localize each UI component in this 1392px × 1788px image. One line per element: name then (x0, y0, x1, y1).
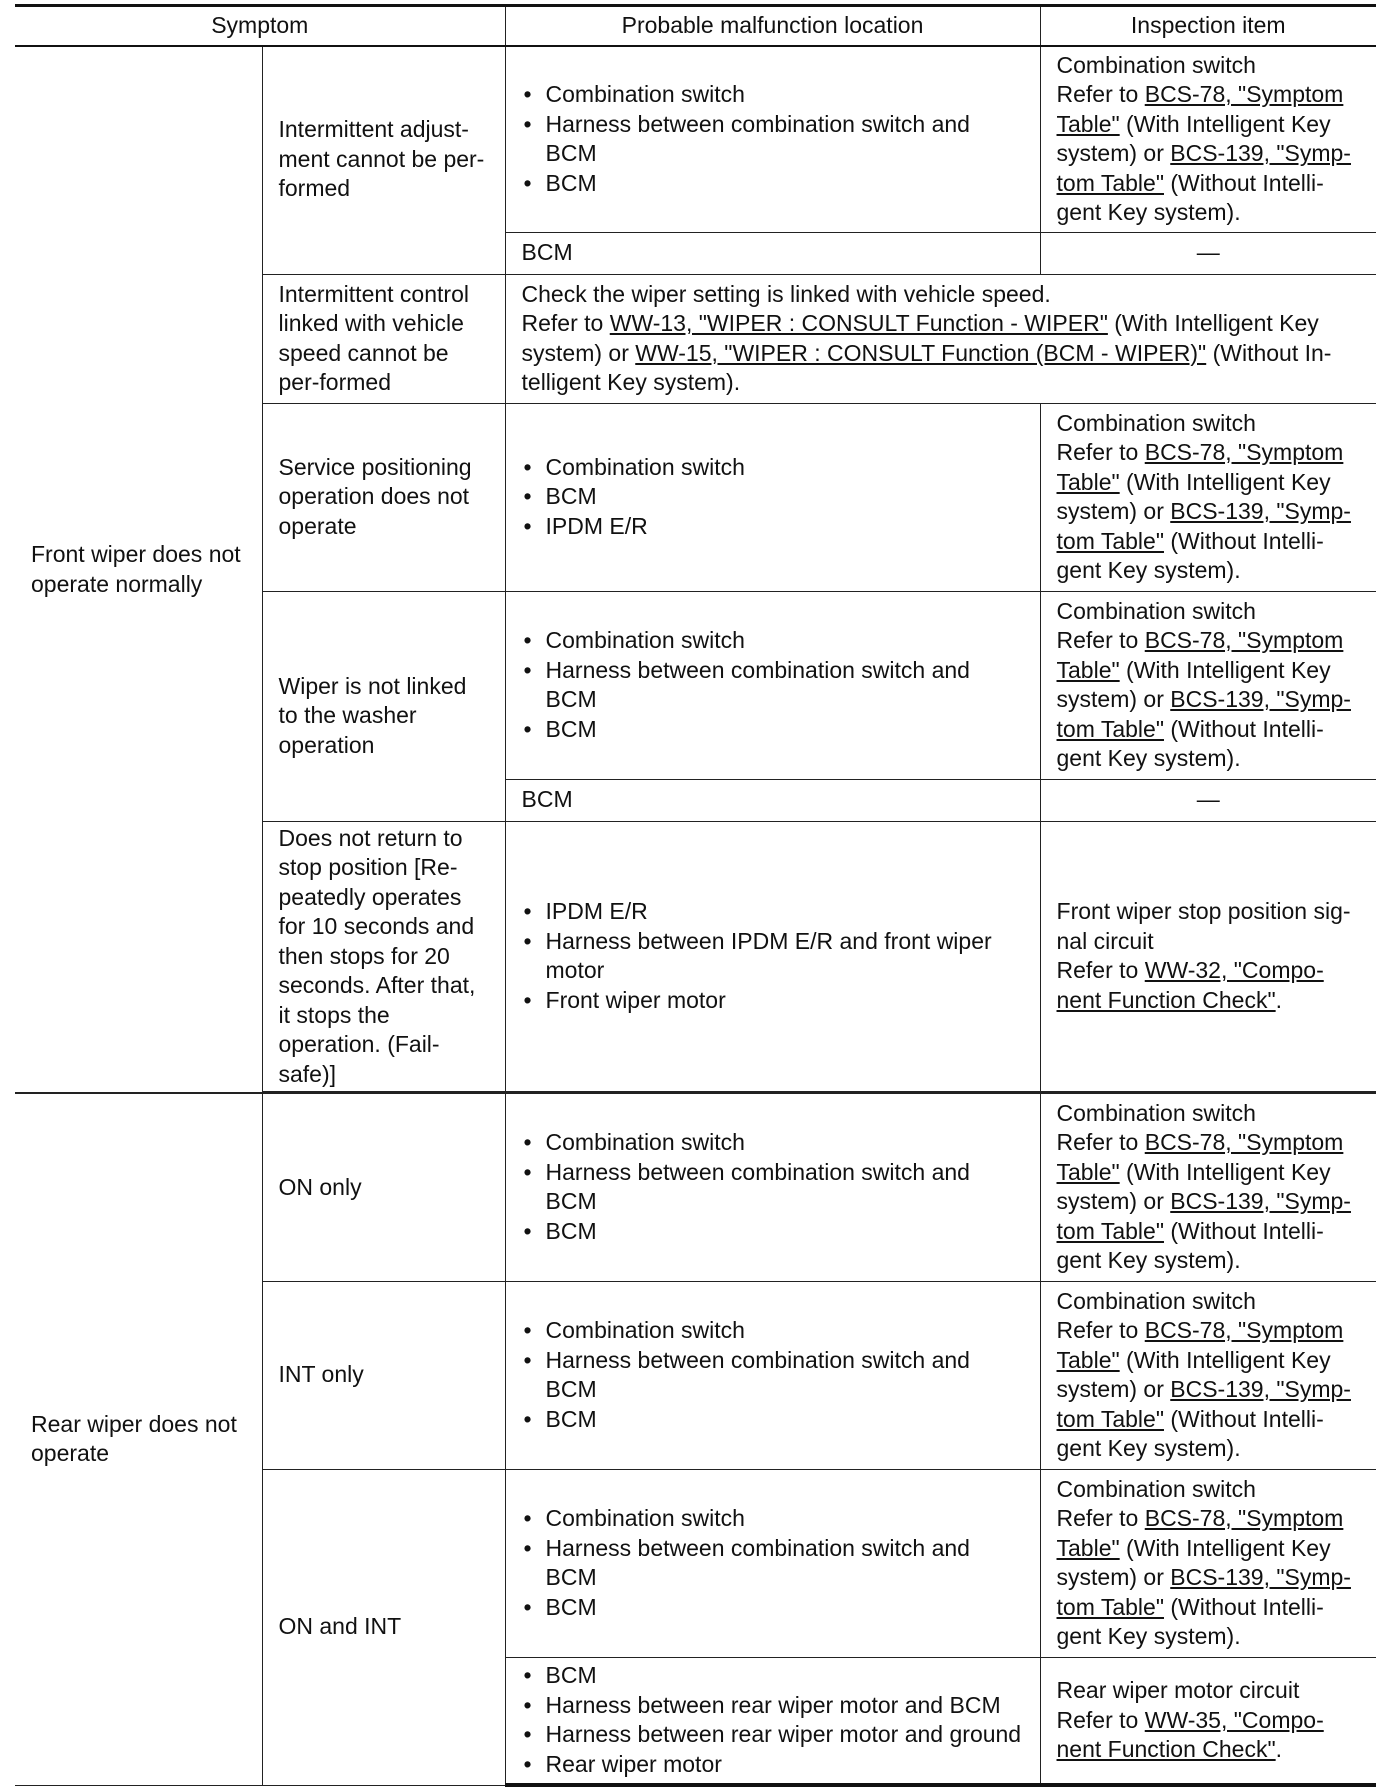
inspection-text: (With Intelligent Key system) or (1056, 1346, 1331, 1402)
inspection-cell (1040, 1657, 1376, 1785)
rear-sub-1: ON only (262, 1093, 505, 1281)
inspection-text: (Without Intelli-gent Key system). (1056, 169, 1324, 226)
header-inspection: Inspection item (1040, 6, 1376, 47)
location-list (522, 1504, 1024, 1622)
front-sub-4: Wiper is not linked to the washer operation (262, 591, 505, 821)
reference-link[interactable]: BCS-139, "Symp-tom Table" (1056, 1564, 1351, 1620)
inspection-text: . (1275, 986, 1283, 1013)
inspection-text: Refer to (521, 310, 610, 336)
inspection-title: Combination switch (1056, 1475, 1256, 1502)
location-list (522, 1661, 1024, 1779)
list-item: • IPDM E/R (522, 512, 1024, 542)
front-sub-3: Service positioning operation does not operate (262, 403, 505, 591)
inspection-text: (Without Intelli-gent Key system). (1056, 1217, 1324, 1274)
reference-link[interactable]: BCS-78, "Symptom Table" (1056, 439, 1344, 495)
inspection-text: Refer to (1056, 1317, 1145, 1343)
inspection-title: Combination switch (1056, 409, 1256, 436)
location-list (522, 897, 1024, 1015)
inspection-title: Combination switch (1056, 51, 1256, 78)
inspection-title: Combination switch (1056, 1287, 1256, 1314)
symptom-table-container (15, 4, 1376, 1787)
rear-sub-3: ON and INT (262, 1469, 505, 1785)
inspection-text: (Without In-telligent Key system). (521, 339, 1332, 395)
inspection-cell (1040, 1469, 1376, 1657)
inspection-text: (Without Intelli-gent Key system). (1056, 715, 1324, 771)
list-item: • Harness between rear wiper motor and ground (522, 1720, 1024, 1750)
list-item: • Combination switch (522, 453, 1024, 483)
inspection-cell: — (1040, 779, 1376, 821)
inspection-cell (1040, 821, 1376, 1092)
front-sub-5: Does not return to stop position [Re-peatedly operates for 10 seconds and then stops for 20 seconds. After that, it stops the operation. (Fail-safe)] (262, 821, 505, 1092)
inspection-cell (1040, 46, 1376, 232)
rear-symptom: Rear wiper does not operate (31, 1410, 237, 1467)
location-list (522, 453, 1024, 542)
reference-link[interactable]: BCS-139, "Symp-tom Table" (1056, 1376, 1351, 1432)
location-cell (505, 591, 1040, 779)
inspection-text: Refer to (1056, 627, 1145, 653)
inspection-cell (1040, 591, 1376, 779)
reference-link[interactable]: BCS-139, "Symp-tom Table" (1056, 686, 1351, 742)
inspection-cell (1040, 1281, 1376, 1469)
front-sub-2: Intermittent control linked with vehicle speed cannot be per-formed (262, 274, 505, 403)
inspection-text: Refer to (1056, 1706, 1145, 1733)
inspection-text: Refer to (1056, 1505, 1145, 1531)
location-cell: BCM (505, 232, 1040, 274)
list-item: • BCM (522, 1661, 1024, 1691)
location-cell (505, 1281, 1040, 1469)
header-symptom: Symptom (15, 6, 505, 47)
list-item: • Combination switch (522, 1128, 1024, 1158)
reference-link[interactable]: WW-35, "Compo-nent Function Check" (1056, 1706, 1324, 1762)
list-item: • Harness between IPDM E/R and front wiper motor (522, 927, 1024, 986)
reference-link[interactable]: WW-32, "Compo-nent Function Check" (1056, 957, 1324, 1013)
inspection-title: Combination switch (1056, 1099, 1256, 1126)
reference-link[interactable]: BCS-139, "Symp-tom Table" (1056, 140, 1351, 196)
inspection-title: Check the wiper setting is linked with vehicle speed. (521, 280, 1051, 307)
list-item: • BCM (522, 482, 1024, 512)
list-item: • Combination switch (522, 626, 1024, 656)
location-cell: BCM (505, 779, 1040, 821)
table-row (15, 1093, 1376, 1281)
inspection-cell (1040, 1093, 1376, 1281)
list-item: • Harness between combination switch and BCM (522, 1158, 1024, 1217)
inspection-text: (With Intelligent Key system) or (1056, 1158, 1331, 1215)
list-item: • Combination switch (522, 1504, 1024, 1534)
list-item: • Harness between combination switch and BCM (522, 1534, 1024, 1593)
symptom-table (15, 4, 1376, 1787)
location-cell (505, 821, 1040, 1092)
header-location: Probable malfunction location (505, 6, 1040, 47)
list-item: • Harness between rear wiper motor and BCM (522, 1691, 1024, 1721)
location-list (522, 1128, 1024, 1246)
front-symptom: Front wiper does not operate normally (31, 541, 241, 597)
inspection-title: Combination switch (1056, 597, 1256, 624)
location-cell (505, 1657, 1040, 1785)
inspection-text: Refer to (1056, 1129, 1145, 1156)
location-list (522, 626, 1024, 744)
reference-link[interactable]: BCS-78, "Symptom Table" (1056, 81, 1344, 137)
inspection-text: (Without Intelli-gent Key system). (1056, 527, 1324, 583)
inspection-cell: — (1040, 232, 1376, 274)
location-list (522, 1316, 1024, 1434)
inspection-title: Rear wiper motor circuit (1056, 1677, 1300, 1703)
inspection-text: (With Intelligent Key system) or (1056, 468, 1331, 524)
location-cell (505, 1469, 1040, 1657)
inspection-text: . (1275, 1736, 1283, 1762)
front-symptom-cell (15, 46, 262, 1093)
list-item: • Harness between combination switch and BCM (522, 656, 1024, 715)
list-item: • Harness between combination switch and BCM (522, 110, 1024, 169)
list-item: • Combination switch (522, 80, 1024, 110)
inspection-text: Refer to (1056, 957, 1145, 984)
rear-sub-2: INT only (262, 1281, 505, 1469)
reference-link[interactable]: WW-13, "WIPER : CONSULT Function - WIPER" (609, 310, 1108, 336)
location-cell (505, 46, 1040, 232)
list-item: • BCM (522, 169, 1024, 199)
inspection-text: (Without Intelli-gent Key system). (1056, 1593, 1324, 1649)
table-header-row (15, 6, 1376, 47)
list-item: • IPDM E/R (522, 897, 1024, 927)
inspection-text: (With Intelligent Key system) or (521, 310, 1319, 366)
reference-link[interactable]: BCS-78, "Symptom Table" (1056, 627, 1344, 683)
inspection-text: (With Intelligent Key system) or (1056, 110, 1331, 167)
reference-link[interactable]: BCS-78, "Symptom Table" (1056, 1129, 1344, 1185)
inspection-cell (1040, 403, 1376, 591)
rear-symptom-cell (15, 1093, 262, 1785)
list-item: • BCM (522, 1593, 1024, 1623)
inspection-text: (With Intelligent Key system) or (1056, 1534, 1331, 1590)
location-cell (505, 1093, 1040, 1281)
merged-inspection-cell (505, 274, 1376, 403)
table-row (15, 46, 1376, 232)
location-list (522, 80, 1024, 198)
list-item: • Combination switch (522, 1316, 1024, 1346)
reference-link[interactable]: BCS-139, "Symp-tom Table" (1056, 498, 1351, 554)
location-cell (505, 403, 1040, 591)
reference-link[interactable]: BCS-139, "Symp-tom Table" (1056, 1188, 1351, 1244)
reference-link[interactable]: WW-15, "WIPER : CONSULT Function (BCM - WIPER)" (635, 339, 1207, 366)
front-sub-1: Intermittent adjust-ment cannot be per-formed (262, 46, 505, 274)
list-item: • BCM (522, 1217, 1024, 1247)
list-item: • Harness between combination switch and BCM (522, 1346, 1024, 1405)
list-item: • BCM (522, 1405, 1024, 1435)
inspection-title: Front wiper stop position sig-nal circuit (1056, 898, 1351, 954)
reference-link[interactable]: BCS-78, "Symptom Table" (1056, 1505, 1344, 1561)
reference-link[interactable]: BCS-78, "Symptom Table" (1056, 1317, 1344, 1373)
inspection-text: (Without Intelli-gent Key system). (1056, 1405, 1324, 1461)
inspection-text: Refer to (1056, 81, 1145, 108)
inspection-text: (With Intelligent Key system) or (1056, 656, 1331, 712)
list-item: • BCM (522, 715, 1024, 745)
list-item: • Front wiper motor (522, 986, 1024, 1016)
inspection-text: Refer to (1056, 439, 1145, 465)
list-item: • Rear wiper motor (522, 1750, 1024, 1780)
